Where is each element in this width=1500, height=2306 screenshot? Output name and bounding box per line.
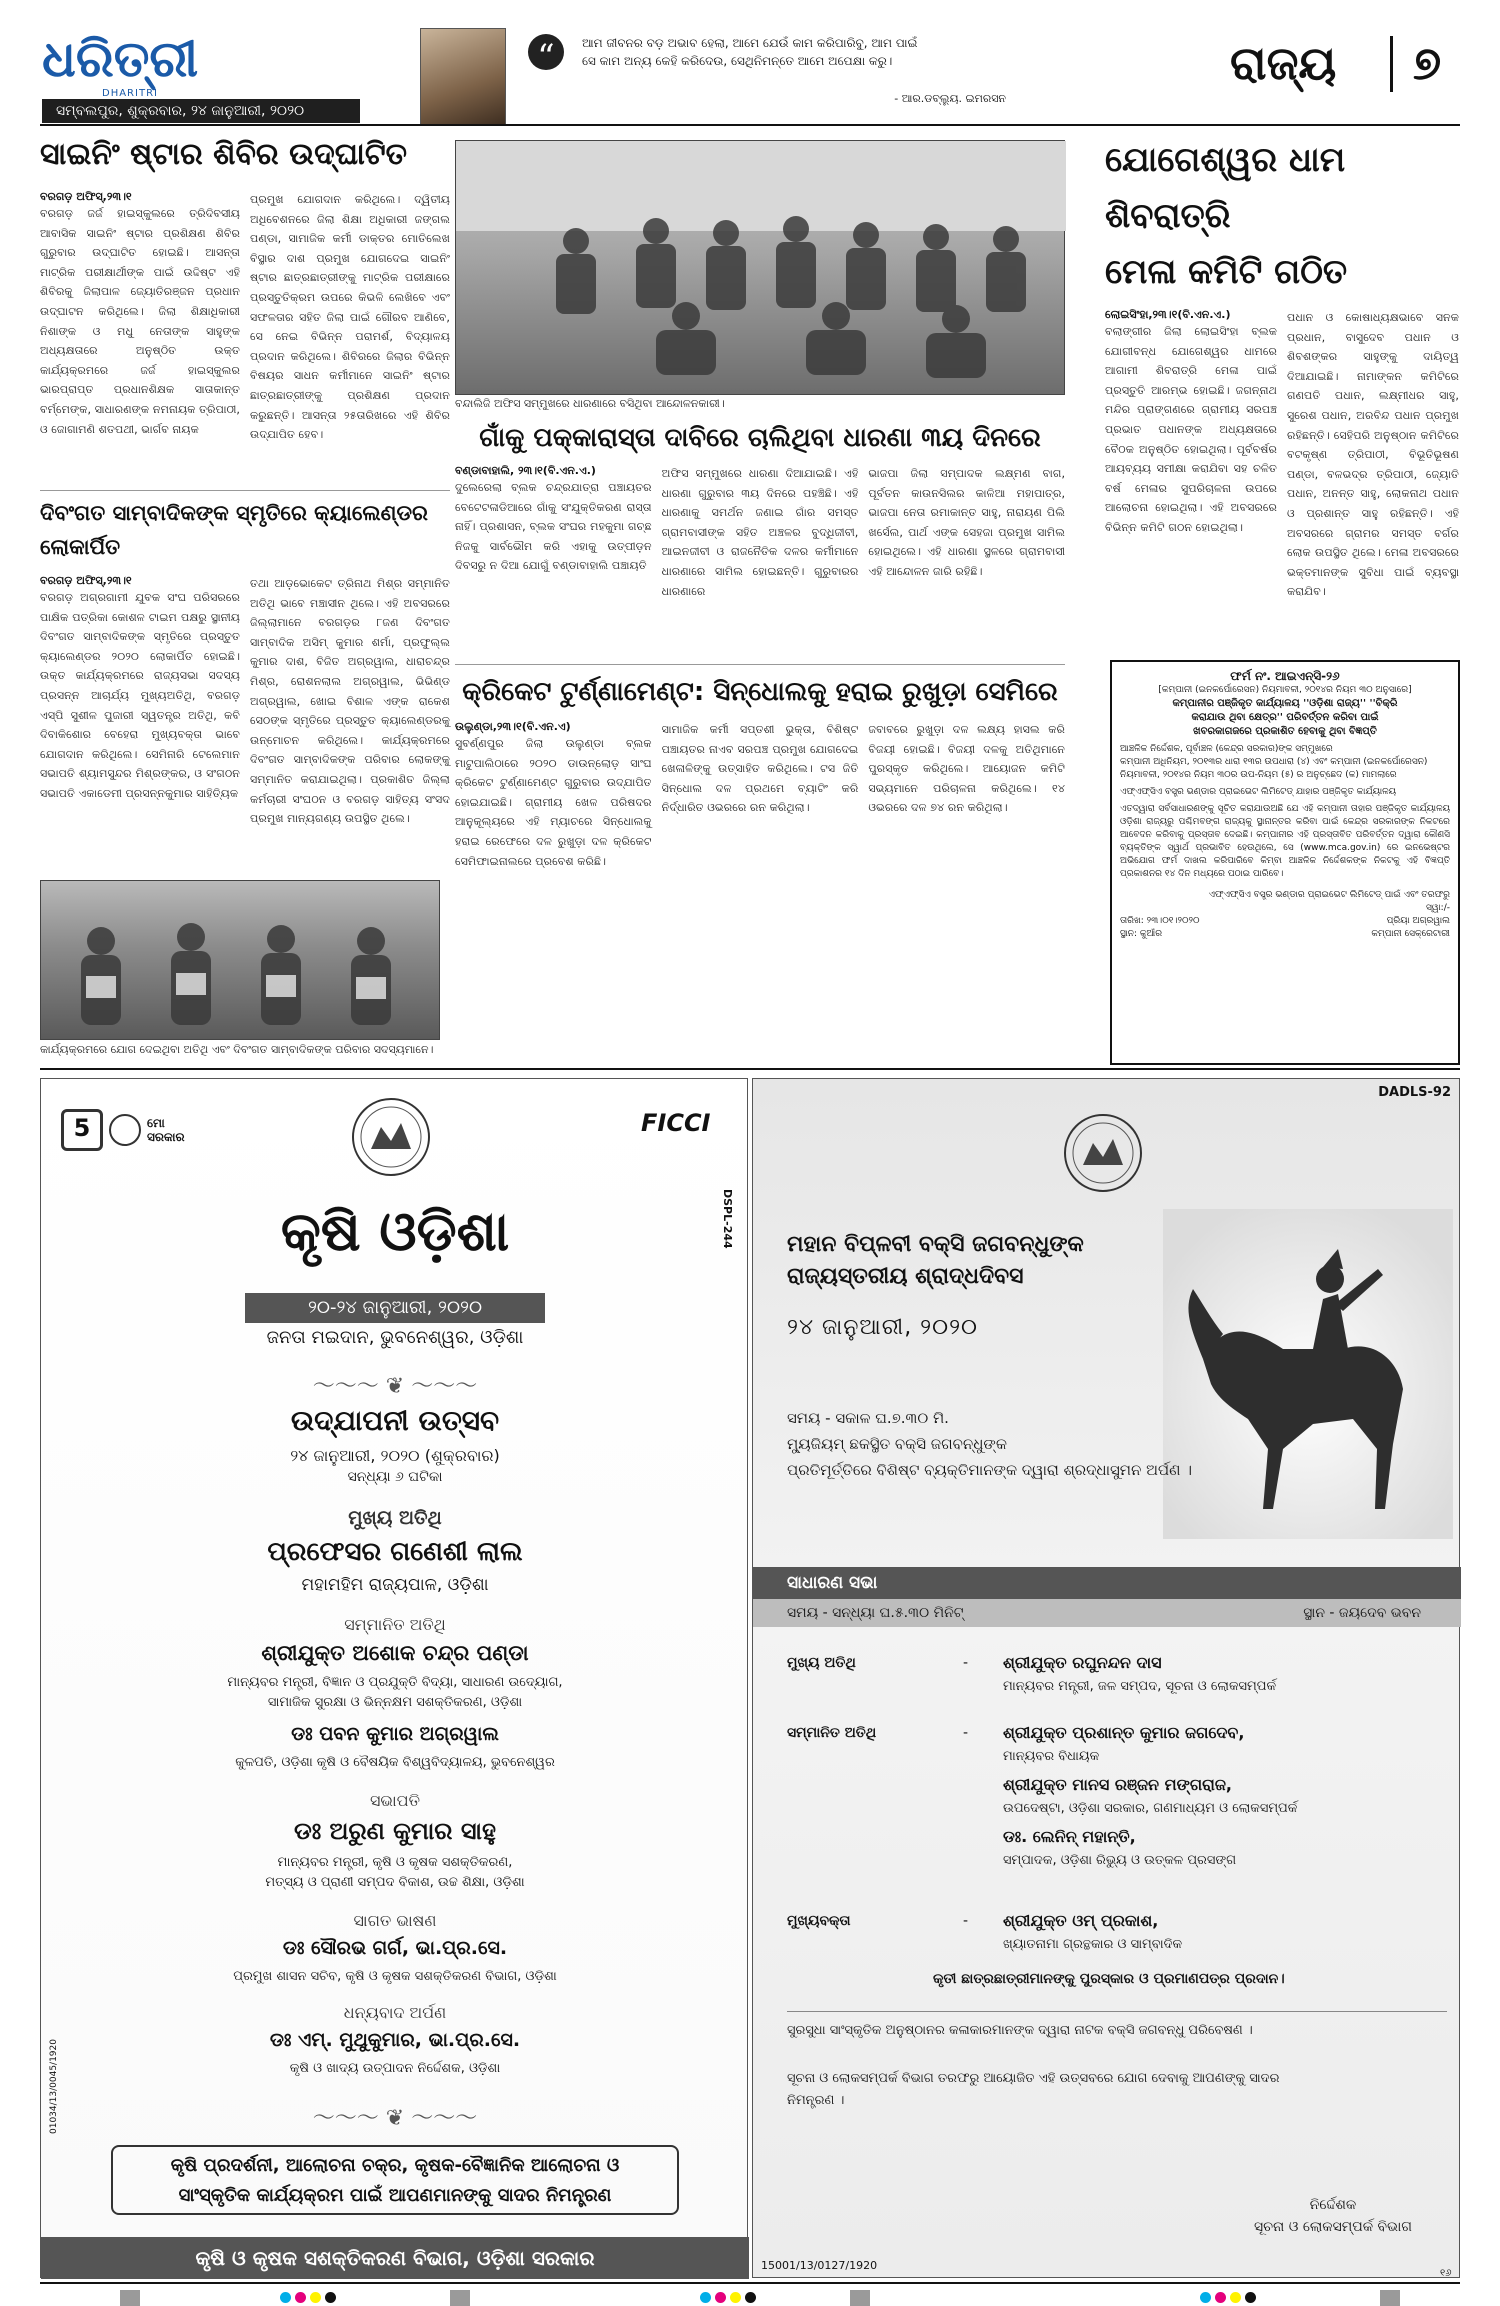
- photo-calendar-release: [40, 880, 440, 1040]
- badge-top-text: ମୋ: [147, 1116, 165, 1130]
- ad-time: ସମୟ - ସକାଳ ଘ.୭.୩୦ ମି.: [787, 1409, 949, 1427]
- dash: -: [963, 1913, 969, 1929]
- photo-protest: [455, 140, 1065, 395]
- article-calendar[interactable]: [40, 496, 450, 916]
- notice-company: ଏଫ୍‌ଏଫ୍‌ସିଏ ବସ୍ତ୍ର ଭଣ୍ଡାର ପ୍ରାଇଭେଟ ଲିମିଟେଡ୍‌ ପାଇଁ ଏବଂ ତରଫରୁ: [1208, 890, 1450, 900]
- photo-people-silhouettes: [41, 881, 441, 1041]
- mo-sarkar-icon: [109, 1114, 141, 1146]
- badge-bottom-text: ସରକାର: [147, 1130, 185, 1144]
- yellow-dot: [310, 2292, 321, 2303]
- logo-subtext: DHARITRI: [102, 88, 158, 99]
- color-bar: [280, 2292, 336, 2303]
- banner-line-1: କୃଷି ପ୍ରଦର୍ଶନୀ, ଆଲୋଚନା ଚକ୍ର, କୃଷକ-ବୈଜ୍ଞାନିକ ଆଲୋଚନା ଓ: [170, 2155, 620, 2176]
- president-title-2: ମତ୍ସ୍ୟ ଓ ପ୍ରାଣୀ ସମ୍ପଦ ବିକାଶ, ଉଚ୍ଚ ଶିକ୍ଷା, ଓଡ଼ିଶା: [265, 1875, 525, 1890]
- article-cricket[interactable]: [455, 670, 1065, 1045]
- headline-line-2: ମେଳା କମିଟି ଗଠିତ: [1105, 252, 1348, 292]
- ad-footer-code: 15001/13/0127/1920: [761, 2259, 878, 2272]
- notice-date: ତାରିଖ: ୨୩।୦୧।୨୦୨୦: [1120, 916, 1200, 926]
- article-body: ବରଗଡ଼ ଅଗ୍ରଗାମୀ ଯୁବକ ସଂଘ ପରିସରରେ ପାକ୍ଷିକ ପତ୍ରିକା କୋଶଳ ଟାଇମ ପକ୍ଷରୁ ସ୍ଥାନୀୟ ଦିବଂଗତ ସାମ୍ବାଦିକଙ୍କ ସ୍ମୃତିରେ ପ୍ରସ୍ତୁତ କ୍ୟାଲେଣ୍ଡର ୨୦୨୦ ଲୋକାର୍ପିତ ହୋଇଛି। ଉକ୍ତ କାର୍ଯ୍ୟକ୍ରମରେ ରାଜ୍ୟସଭା ସଦସ୍ୟ ପ୍ରସନ୍ନ ଆଚାର୍ଯ୍ୟ ମୁଖ୍ୟଅତିଥି, ବରଗଡ଼ ଏସ୍‌ପି ସୁଶୀଳ ପୁଜାରୀ ସ୍ୱତନ୍ତ୍ର ଅତିଥି, କବି ଦିବାକିଶୋର ବେହେରା ମୁଖ୍ୟବକ୍ତା ଭାବେ ଯୋଗଦାନ କରିଥିଲେ। ସେମିନାରି ଟେଲେମାନ ସଭାପତି ଶ୍ୟାମସୁନ୍ଦର ମିଶ୍ରଙ୍କର, ଓ ସଂଗଠନ ସଭାପତି ଏକାଡେମୀ ପ୍ରସନ୍ନକୁମାର ସାହିତ୍ୟିକ: [40, 591, 240, 800]
- article-body: ସୁବର୍ଣ୍ଣପୁର ଜିଲା ଉଲୁଣ୍ଡା ବ୍ଲକ ମାଟୁପାଲିଠାରେ ୨୦୨୦ ଡାଉନ୍‌ଲୋଡ଼ ସାଂଘ କ୍ରିକେଟ ଟୁର୍ଣ୍ଣାମେଣ୍ଟ ଗୁରୁବାର ଉଦ୍‌ଯାପିତ ହୋଇଯାଇଛି। ଗ୍ରାମୀୟ ଖେଳ ପରିଷଦର ଆନୁକୂଲ୍ୟରେ ଏହି ମ୍ୟାଚରେ ସିନ୍ଧୋଲକୁ ହରାଇ ରେଫେରେ ଦଳ ରୁଖୁଡ଼ା ଦଳ କ୍ରିକେଟ ସେମିଫାଇନାଲରେ ପ୍ରବେଶ କରିଛି।: [455, 737, 652, 868]
- black-dot: [1245, 2292, 1256, 2303]
- chief-guest-title: ମହାମହିମ ରାଜ୍ୟପାଳ, ଓଡ଼ିଶା: [301, 1575, 489, 1595]
- photo-caption: ବନ୍ଦାଲିଜି ଅଫିସ ସମ୍ମୁଖରେ ଧାରଣାରେ ବସିଥିବା ଆନ୍ଦୋଳନକାରୀ।: [455, 397, 725, 410]
- chief-guest-title: ମାନ୍ୟବର ମନ୍ତ୍ରୀ, ଜଳ ସମ୍ପଦ, ସୂଚନା ଓ ଲୋକସମ୍ପର୍କ: [1003, 1679, 1277, 1694]
- notice-line: [କମ୍ପାନୀ (ଇନକର୍ପୋରେସନ) ନିୟମାବଳୀ, ୨୦୧୪ର ନିୟମ ୩୦ ଅନୁସାରେ]: [1158, 685, 1412, 695]
- drama-line: ସୁରସୁଧା ସାଂସ୍କୃତିକ ଅନୁଷ୍ଠାନର କଳାକାରମାନଙ୍କ ଦ୍ୱାରା ନାଟକ ବକ୍ସି ଜଗବନ୍ଧୁ ପରିବେଷଣ ।: [787, 2023, 1253, 2038]
- welcome-title: ପ୍ରମୁଖ ଶାସନ ସଚିବ, କୃଷି ଓ କୃଷକ ସଶକ୍ତିକରଣ ବିଭାଗ, ଓଡ଼ିଶା: [233, 1969, 557, 1984]
- mo-sarkar-badge: [61, 1109, 185, 1151]
- honor-guest-1-name: ଶ୍ରୀଯୁକ୍ତ ଅଶୋକ ଚନ୍ଦ୍ର ପଣ୍ଡା: [261, 1641, 529, 1665]
- article-road-protest[interactable]: [455, 418, 1066, 598]
- thanks-name: ଡଃ ଏମ୍. ମୁଥୁକୁମାର, ଭା.ପ୍ର.ସେ.: [269, 2029, 521, 2051]
- honor-guest-label: ସମ୍ମାନିତ ଅତିଥି: [344, 1615, 446, 1634]
- ad-dates: ୨୦-୨୪ ଜାନୁଆରୀ, ୨୦୨୦: [245, 1293, 545, 1323]
- byline: ଲୋଇସିଂହା,୨୩।୧(ବି.ଏନ.ଏ.): [1105, 308, 1231, 321]
- notice-title: ଫର୍ମ ନଂ. ଆଇଏନ୍‌ସି-୨୬: [1230, 669, 1340, 683]
- notice-designation: କମ୍ପାନୀ ସେକ୍ରେଟାରୀ: [1371, 929, 1450, 939]
- thanks-title: କୃଷି ଓ ଖାଦ୍ୟ ଉତ୍ପାଦନ ନିର୍ଦ୍ଦେଶକ, ଓଡ଼ିଶା: [289, 2061, 501, 2076]
- odisha-emblem-icon: [1053, 1109, 1153, 1199]
- yellow-dot: [1230, 2292, 1241, 2303]
- ad-title: କୃଷି ଓଡ଼ିଶା: [280, 1199, 510, 1263]
- speaker-name: ଶ୍ରୀଯୁକ୍ତ ଓମ୍‌ ପ୍ରକାଶ,: [1003, 1911, 1159, 1930]
- article-headline[interactable]: ଦିବଂଗତ ସାମ୍ବାଦିକଙ୍କ ସ୍ମୃତିରେ କ୍ୟାଲେଣ୍ଡର ଲୋକାର୍ପିତ: [40, 501, 428, 559]
- chief-guest-label: ମୁଖ୍ୟ ଅତିଥି: [787, 1655, 856, 1671]
- article-headline[interactable]: ଗାଁକୁ ପକ୍କାରାସ୍ତା ଦାବିରେ ଚାଲିଥିବା ଧାରଣା ୩ୟ ଦିନରେ: [479, 423, 1041, 453]
- honor-guest-2-title: ଉପଦେଷ୍ଟା, ଓଡ଼ିଶା ସରକାର, ଗଣମାଧ୍ୟମ ଓ ଲୋକସମ୍ପର୍କ: [1003, 1801, 1298, 1816]
- divider: [40, 490, 450, 491]
- ad-krushi-odisha[interactable]: [40, 1078, 748, 2278]
- ad-code: DSPL-244: [721, 1189, 734, 1249]
- magenta-dot: [295, 2292, 306, 2303]
- emerson-portrait: [420, 28, 506, 126]
- sign-title: ନିର୍ଦ୍ଦେଶକ: [1309, 2197, 1357, 2213]
- notice-name: ପ୍ରିୟା ଅଗ୍ରୱାଲ: [1386, 916, 1450, 926]
- chief-guest-name: ପ୍ରଫେସର ଗଣେଶୀ ଲାଲ: [267, 1537, 523, 1567]
- article-shining-star[interactable]: [40, 132, 450, 445]
- banner-line-2: ସାଂସ୍କୃତିକ କାର୍ଯ୍ୟକ୍ରମ ପାଇଁ ଆପଣମାନଙ୍କୁ ସାଦର ନିମନ୍ତ୍ରଣ: [178, 2185, 612, 2206]
- magenta-dot: [715, 2292, 726, 2303]
- ad-venue: ଜନତା ମଇଦାନ, ଭୁବନେଶ୍ୱର, ଓଡ଼ିଶା: [266, 1327, 524, 1348]
- article-body: ଅଫିସ ସମ୍ମୁଖରେ ଧାରଣା ଦିଆଯାଇଛି। ଏହି ଧାରଣା ଗୁରୁବାର ୩ୟ ଦିନରେ ପହଞ୍ଚିଛି। ଏହି ଧାରଣାକୁ ସମର୍ଥନ ଜଣାଇ ଗାଁର ସମସ୍ତ ଗ୍ରାମବାସୀଙ୍କ ସହିତ ଅଞ୍ଚଳର ବୁଦ୍ଧିଜୀବୀ, ଆଇନଜୀବୀ ଓ ରାଜନୈତିକ ଦଳର କର୍ମୀମାନେ ଧାରଣାରେ ସାମିଲ ହୋଇଛନ୍ତି। ଗୁରୁବାରର ଧାରଣାରେ: [661, 467, 859, 598]
- notice-signed: ସ୍ୱା:/-: [1425, 903, 1450, 913]
- photo-caption: କାର୍ଯ୍ୟକ୍ରମରେ ଯୋଗ ଦେଇଥିବା ଅତିଥି ଏବଂ ଦିବଂଗତ ସାମ୍ବାଦିକଙ୍କ ପରିବାର ସଦସ୍ୟମାନେ।: [40, 1043, 434, 1056]
- ad-date: ୨୪ ଜାନୁଆରୀ, ୨୦୨୦: [787, 1315, 978, 1340]
- article-headline[interactable]: ସାଇନିଂ ଷ୍ଟାର ଶିବିର ଉଦ୍‌ଘାଟିତ: [40, 137, 408, 172]
- article-body: ଦୁଲେରେଲା ବ୍ଲକ ଚନ୍ଦ୍ରଯାତ୍ରା ପଞ୍ଚାୟତର ବେଟେଟଳାଡିଆରେ ଗାଁକୁ ସଂଯୁକ୍ତିକରଣ ରାସ୍ତା ନାହିଁ। ପ୍ରଶାସନ, ବ୍ଲକ ସଂଘର ମହକୁମା ଗଚ୍ଛ ନିଜକୁ ସାର୍ବଭୌମ କରି ଏହାକୁ ଉତ୍ପୀଡ଼ନ ଦିବସରୁ ନ ଦିଆ ଯୋଗୁଁ ବଣ୍ଡାବାହାଲି ପଞ୍ଚାୟତି: [455, 481, 652, 573]
- side-code: 01034/13/0045/1920: [49, 2039, 59, 2134]
- divider: [787, 2011, 1447, 2012]
- article-headline[interactable]: [1105, 132, 1460, 300]
- awards-line: କୃତୀ ଛାତ୍ରଛାତ୍ରୀମାନଙ୍କୁ ପୁରସ୍କାର ଓ ପ୍ରମାଣପତ୍ର ପ୍ରଦାନ।: [933, 1971, 1285, 1987]
- odisha-emblem-icon: [341, 1093, 441, 1183]
- legal-notice[interactable]: [1110, 660, 1460, 1065]
- welcome-name: ଡଃ ସୌରଭ ଗର୍ଗ, ଭା.ପ୍ର.ସେ.: [282, 1937, 508, 1959]
- ficci-logo: FICCI: [641, 1109, 711, 1137]
- ad-event-date: ୨୪ ଜାନୁଆରୀ, ୨୦୨୦ (ଶୁକ୍ରବାର): [290, 1446, 500, 1465]
- ad-bakshi-jagabandhu[interactable]: [752, 1078, 1460, 2278]
- masthead-rule: [40, 124, 1460, 126]
- ad-code: DADLS-92: [1378, 1085, 1451, 1100]
- honor-guest-3-title: ସମ୍ପାଦକ, ଓଡ଼ିଶା ରିଭ୍ୟୁ ଓ ଉତ୍କଳ ପ୍ରସଙ୍ଗ: [1003, 1853, 1237, 1868]
- article-body: ପ୍ରମୁଖ ଯୋଗଦାନ କରିଥିଲେ। ଦ୍ୱିତୀୟ ଅଧିବେଶନରେ ଜିଲା ଶିକ୍ଷା ଅଧିକାରୀ ଜଙ୍ଗଲ ପଣ୍ଡା, ସାମାଜିକ କର୍ମୀ ଡାକ୍ତର ମୋତିଲେଖ ବିସ୍ଥାର ଦାଶ ପ୍ରମୁଖ ଯୋଗଦେଇ ସାଇନିଂ ଷ୍ଟାର ଛାତ୍ରଛାତ୍ରୀଙ୍କୁ ମାଟ୍ରିକ ପରୀକ୍ଷାରେ ପ୍ରସ୍ତୁତିକ୍ରମ ଉପରେ କିଭଳି ଲେଖିବେ ଏବଂ ସଫଳତାର ସହିତ ଜିଲା ପାଇଁ ଗୌରବ ଆଣିବେ, ସେ ନେଇ ବିଭିନ୍ନ ପରାମର୍ଶ, ବିଦ୍ୟାଳୟ ପ୍ରଦାନ କରିଥିଲେ। ଶିବିରରେ ଜିଲାର ବିଭିନ୍ନ ବିଷୟର ସାଧନ କର୍ମୀମାନେ ସାଇନିଂ ଷ୍ଟାର ଛାତ୍ରଛାତ୍ରୀଙ୍କୁ ପ୍ରଶିକ୍ଷଣ ପ୍ରଦାନ କରୁଛନ୍ତି। ଆସନ୍ତା ୨୫ତାରିଖରେ ଏହି ଶିବିର ଉଦ୍‌ଯାପିତ ହେବ।: [250, 193, 450, 442]
- article-body: ଭାଜପା ଜିଲା ସମ୍ପାଦକ ଲକ୍ଷ୍ମଣ ବାଗ, ପୂର୍ବତନ କାଉନସିଲର କାଳିଆ ମହାପାତ୍ର, ଭାଜପା ନେତା ରମାକାନ୍ତ ସାହୁ, ନାରାୟଣ ପିଲି ଖର୍ସେଲ, ପାର୍ଥ ଏଙ୍କ ସେହଜା ପ୍ରମୁଖ ସାମିଲ ହୋଇଥିଲେ। ଏହି ଧାରଣା ସ୍ଥଳରେ ଗ୍ରାମବାସୀ ଏହି ଆନ୍ଦୋଳନ ଜାରି ରହିଛି।: [868, 467, 1066, 578]
- honor-guest-2-title: କୁଳପତି, ଓଡ଼ିଶା କୃଷି ଓ ବୈଷୟିକ ବିଶ୍ୱବିଦ୍ୟାଳୟ, ଭୁବନେଶ୍ୱର: [235, 1755, 555, 1770]
- ad-footer: କୃଷି ଓ କୃଷକ ସଶକ୍ତିକରଣ ବିଭାଗ, ଓଡ଼ିଶା ସରକାର: [41, 2237, 749, 2279]
- notice-body: ଏତଦ୍ୱାରା ସର୍ବସାଧାରଣଙ୍କୁ ସୂଚିତ କରାଯାଉଅଛି ଯେ ଏହି କମ୍ପାନୀ ତାହାର ପଞ୍ଜିକୃତ କାର୍ଯ୍ୟାଳୟ ଓଡ଼ିଶା ରାଜ୍ୟରୁ ପଶ୍ଚିମବଙ୍ଗ ରାଜ୍ୟକୁ ସ୍ଥାନାନ୍ତର କରିବା ପାଇଁ କେନ୍ଦ୍ର ସରକାରଙ୍କ ନିକଟରେ ଆବେଦନ କରିବାକୁ ପ୍ରସ୍ତାବ ଦେଇଛି। କମ୍ପାନୀର ଏହି ପ୍ରସ୍ତାବିତ ପରିବର୍ତ୍ତନ ଦ୍ୱାରା କୌଣସି ବ୍ୟକ୍ତିଙ୍କ ସ୍ୱାର୍ଥ ପ୍ରଭାବିତ ହେଉଥିଲେ, ସେ (www.mca.gov.in) ରେ ଇନଭେଷ୍ଟର ଅଭିଯୋଗ ଫର୍ମ ଦାଖଲ କରିପାରିବେ କିମ୍ବା ଆଞ୍ଚଳିକ ନିର୍ଦ୍ଦେଶକଙ୍କ ନିକଟକୁ ଏହି ବିଜ୍ଞପ୍ତି ପ୍ରକାଶନର ୧୪ ଦିନ ମଧ୍ୟରେ ପଠାଇ ପାରିବେ।: [1120, 804, 1450, 879]
- article-body: ତଥା ଆଡ଼ଭୋକେଟ ତ୍ରିନାଥ ମିଶ୍ର ସମ୍ମାନିତ ଅତିଥି ଭାବେ ମଞ୍ଚାସୀନ ଥିଲେ। ଏହି ଅବସରରେ ଜିଲ୍ଲାମାନେ ବରଗଡ଼ର ୮ଜଣ ଦିବଂଗତ ସାମ୍ବାଦିକ ଅସିମ୍‌ କୁମାର ଶର୍ମା, ପ୍ରଫୁଲ୍ଲ କୁମାର ଦାଶ, ବିଜିତ ଅଗ୍ରୱାଲ, ଧାରାଚନ୍ଦ୍ର ମିଶ୍ର, ରୋଶନଲାଲ ଅଗ୍ରୱାଲ, ଭିଭିଣ୍ଡ ଅଗ୍ରୱାଲ, ଖୋଇ ବିଶାଳ ଏଙ୍କ ରାକେଶ ସେଠଙ୍କ ସ୍ମୃତିରେ ପ୍ରସ୍ତୁତ କ୍ୟାଲେଣ୍ଡରକୁ ଉନ୍ମୋଚନ କରିଥିଲେ। କାର୍ଯ୍ୟକ୍ରମରେ ଦିବଂଗତ ସାମ୍ବାଦିକଙ୍କ ପରିବାର ଲୋକଙ୍କୁ ସମ୍ମାନିତ କରାଯାଇଥିଲା। ପ୍ରକାଶିତ ଜିଲ୍ଲା କର୍ମଚାରୀ ସଂଘଠନ ଓ ବରଗଡ଼ ସାହିତ୍ୟ ସଂସଦ ପ୍ରମୁଖ ମାନ୍ୟଗଣ୍ୟ ଉପସ୍ଥିତ ଥିଲେ।: [250, 577, 450, 826]
- article-body: ଜବାବରେ ରୁଖୁଡ଼ା ଦଳ ଲକ୍ଷ୍ୟ ହାସଲ କରି ବିଜୟୀ ହୋଇଛି। ବିଜୟୀ ଦଳକୁ ଅତିଥିମାନେ ପୁରସ୍କୃତ କରିଥିଲେ। ଆୟୋଜନ କମିଟି ସଭ୍ୟମାନେ ପରିଚାଳନା କରିଥିଲେ। ୧୪ ଓଭରରେ ଦଳ ୭୪ ରନ କରିଥିଲା।: [868, 723, 1066, 815]
- notice-line: ଏଫ୍‌ଏଫ୍‌ସିଏ ବସ୍ତ୍ର ଭଣ୍ଡାର ପ୍ରାଇଭେଟ ଲିମିଟେଡ୍‌ ଯାହାର ପଞ୍ଜିକୃତ କାର୍ଯ୍ୟାଳୟ: [1120, 787, 1397, 797]
- honor-guest-1-name: ଶ୍ରୀଯୁକ୍ତ ପ୍ରଶାନ୍ତ କୁମାର ଜଗଦେବ,: [1003, 1723, 1245, 1742]
- thanks-label: ଧନ୍ୟବାଦ ଅର୍ପଣ: [343, 2003, 447, 2022]
- meeting-time: ସମୟ - ସନ୍ଧ୍ୟା ଘ.୫.୩୦ ମିନିଟ୍‌: [787, 1605, 964, 1621]
- color-bar: [700, 2292, 756, 2303]
- section-name: ରାଜ୍ୟ: [1230, 36, 1337, 90]
- honor-guest-2-name: ଡଃ ପବନ କୁମାର ଅଗ୍ରୱାଲ: [291, 1723, 499, 1745]
- invite-line: ସୂଚନା ଓ ଲୋକସମ୍ପର୍କ ବିଭାଗ ତରଫରୁ ଆୟୋଜିତ ଏହି ଉତ୍ସବରେ ଯୋଗ ଦେବାକୁ ଆପଣଙ୍କୁ ସାଦର: [787, 2071, 1280, 2086]
- honor-guest-3-name: ଡଃ. ଲେନିନ୍‌ ମହାନ୍ତି,: [1003, 1827, 1136, 1846]
- black-dot: [325, 2292, 336, 2303]
- honor-guest-label: ସମ୍ମାନିତ ଅତିଥି: [787, 1725, 877, 1741]
- quote-line-2: ସେ କାମ ଅନ୍ୟ କେହି କରିଦେଉ, ସେଥିନିମନ୍ତେ ଆମେ ଅପେକ୍ଷା କରୁ।: [582, 54, 893, 68]
- photo-protest-silhouettes: [456, 141, 1066, 396]
- quote-author: - ଆର.ଡବ୍ଲ୍ୟୁ. ଇମରସନ: [894, 92, 1006, 105]
- article-body: ବରଗଡ଼ ଜର୍ଜ ହାଇସ୍କୁଲରେ ତ୍ରିଦିବସୀୟ ଆବାସିକ ସାଇନିଂ ଷ୍ଟାର ପ୍ରଶିକ୍ଷଣ ଶିବିର ଗୁରୁବାର ଉଦ୍‌ଘାଟିତ ହୋଇଛି। ଆସନ୍ତା ମାଟ୍ରିକ ପରୀକ୍ଷାର୍ଥୀଙ୍କ ପାଇଁ ଉଦ୍ଦିଷ୍ଟ ଏହି ଶିବିରକୁ ଜିଲାପାଳ ଜ୍ୟୋତିରଞ୍ଜନ ପ୍ରଧାନ ଉଦ୍‌ଘାଟନ କରିଥିଲେ। ଜିଲା ଶିକ୍ଷାଧିକାରୀ ନିଶାଙ୍କ ଓ ମଧୁ ନେତାଙ୍କ ସାହୁଙ୍କ ଅଧ୍ୟକ୍ଷତାରେ ଅନୁଷ୍ଠିତ ଉକ୍ତ କାର୍ଯ୍ୟକ୍ରମରେ ଜର୍ଜ ହାଇସ୍କୁଲର ଭାରପ୍ରାପ୍ତ ପ୍ରଧାନଶିକ୍ଷକ ସାତାକାନ୍ତ ବର୍ମ୍ମେଙ୍କ, ସାଧାରଣଙ୍କ ନମନାୟକ ତ୍ରିପାଠୀ, ଓ ଜୋଗାମଣି ଶତପଥୀ, ଭାର୍ଗବ ନାୟକ: [40, 207, 240, 436]
- byline: ଉଲୁଣ୍ଡା,୨୩।୧(ବି.ଏନ.ଏ): [455, 720, 571, 733]
- registration-mark: [450, 2290, 470, 2306]
- honor-guest-2-name: ଶ୍ରୀଯୁକ୍ତ ମାନସ ରଞ୍ଜନ ମଙ୍ଗରାଜ,: [1003, 1775, 1233, 1794]
- ornament-divider: 〜〜〜 ❦ 〜〜〜: [312, 1374, 478, 1399]
- dash: -: [963, 1655, 969, 1671]
- article-headline[interactable]: କ୍ରିକେଟ ଟୁର୍ଣ୍ଣାମେଣ୍ଟ: ସିନ୍ଧୋଲକୁ ହରାଇ ରୁଖୁଡ଼ା ସେମିରେ: [462, 677, 1058, 707]
- notice-line: କରାଯାଉ ଥିବା କ୍ଷେତ୍ର'' ପରିବର୍ତ୍ତନ କରିବା ପାଇଁ: [1191, 712, 1379, 723]
- president-title: ମାନ୍ୟବର ମନ୍ତ୍ରୀ, କୃଷି ଓ କୃଷକ ସଶକ୍ତିକରଣ,: [277, 1855, 513, 1870]
- page-number: ୭: [1390, 36, 1441, 92]
- dateline: ସମ୍ବଲପୁର, ଶୁକ୍ରବାର, ୨୪ ଜାନୁଆରୀ, ୨୦୨୦: [42, 99, 360, 123]
- yellow-dot: [730, 2292, 741, 2303]
- divider: [455, 664, 1065, 665]
- president-name: ଡଃ ଅରୁଣ କୁମାର ସାହୁ: [294, 1817, 496, 1845]
- cyan-dot: [280, 2292, 291, 2303]
- five-t-icon: 5: [61, 1109, 103, 1151]
- chief-guest-label: ମୁଖ୍ୟ ଅତିଥି: [348, 1507, 442, 1529]
- quote-text: [582, 34, 1002, 70]
- page-code: ୧୬: [1440, 2268, 1452, 2279]
- meeting-info: [753, 1599, 1461, 1627]
- registration-mark: [120, 2290, 140, 2306]
- ad-title: [787, 1229, 1167, 1293]
- logo-text: ଧରିତ୍ରୀ: [42, 29, 199, 88]
- ad-place: ମ୍ୟୁଜିୟମ୍‌ ଛକସ୍ଥିତ ବକ୍ସି ଜଗବନ୍ଧୁଙ୍କ: [787, 1435, 1007, 1453]
- president-label: ସଭାପତି: [369, 1791, 421, 1810]
- registration-mark: [1380, 2290, 1400, 2306]
- meeting-place: ସ୍ଥାନ - ଜୟଦେବ ଭବନ: [1303, 1605, 1421, 1621]
- ornament-divider-bottom: 〜〜〜 ❦ 〜〜〜: [312, 2106, 478, 2131]
- bakshi-statue-image: [1163, 1209, 1453, 1539]
- article-body: ପଧାନ ଓ କୋଷାଧ୍ୟକ୍ଷଭାବେ ସନକ ପ୍ରଧାନ, ବାସୁଦେବ ପଧାନ ଓ ଶିବଶଙ୍କର ସାହୁଙ୍କୁ ଦାୟିତ୍ୱ ଦିଆଯାଇଛି। ନାମାଙ୍କନ କମିଟିରେ ଗଣପତି ପଧାନ, ଲକ୍ଷ୍ମୀଧର ସାହୁ, ସୁରେଶ ପଧାନ, ଅରବିନ୍ଦ ପଧାନ ପ୍ରମୁଖ ରହିଛନ୍ତି। ସେହିପରି ଅନୁଷ୍ଠାନ କମିଟିରେ ବଟକୃଷ୍ଣ ତ୍ରିପାଠୀ, ବିଭୂତିଭୂଷଣ ପଣ୍ଡା, ବଳଭଦ୍ର ତ୍ରିପାଠୀ, ଜ୍ୟୋତି ପଧାନ, ଅନନ୍ତ ସାହୁ, ଲୋକନାଥ ପଧାନ ଓ ପ୍ରଶାନ୍ତ ସାହୁ ରହିଛନ୍ତି। ଏହି ଅବସରରେ ଗ୍ରାମର ସମସ୍ତ ବର୍ଗର ଲୋକ ଉପସ୍ଥିତ ଥିଲେ। ମେଳା ଅବସରରେ ଭକ୍ତମାନଙ୍କ ସୁବିଧା ପାଇଁ ବ୍ୟବସ୍ଥା କରାଯିବ।: [1287, 311, 1459, 599]
- ad-event-time: ସନ୍ଧ୍ୟା ୬ ଘଟିକା: [347, 1469, 443, 1485]
- byline: ବରଗଡ଼ ଅଫିସ୍‌,୨୩।୧: [40, 190, 132, 203]
- registration-mark: [850, 2290, 870, 2306]
- color-bar: [1200, 2292, 1256, 2303]
- notice-place: ସ୍ଥାନ: କୁଆଁର: [1120, 929, 1163, 939]
- honor-guest-1-title-2: ସାମାଜିକ ସୁରକ୍ଷା ଓ ଭିନ୍ନକ୍ଷମ ସଶକ୍ତିକରଣ, ଓଡ଼ିଶା: [267, 1695, 523, 1710]
- byline: ବଣ୍ଡାବାହାଲି, ୨୩।୧(ବି.ଏନ.ଏ.): [455, 464, 596, 477]
- title-line-2: ରାଜ୍ୟସ୍ତରୀୟ ଶ୍ରାଦ୍ଧଦିବସ: [787, 1264, 1024, 1289]
- notice-line: ନିୟମାବଳୀ, ୨୦୧୪ର ନିୟମ ୩୦ର ଉପ-ନିୟମ (୫) ର ଅନୁଚ୍ଛେଦ (କ) ମାମଲାରେ: [1120, 770, 1397, 780]
- notice-line: କମ୍ପାନୀ ଅଧିନିୟମ, ୨୦୧୩ର ଧାରା ୧୩ର ଉପଧାରା (୪) ଏବଂ କମ୍ପାନୀ (ଇନକର୍ପୋରେସନ): [1120, 757, 1428, 767]
- title-line-1: ମହାନ ବିପ୍ଳବୀ ବକ୍ସି ଜଗବନ୍ଧୁଙ୍କ: [787, 1232, 1084, 1257]
- ad-place-2: ପ୍ରତିମୂର୍ତ୍ତିରେ ବିଶିଷ୍ଟ ବ୍ୟକ୍ତିମାନଙ୍କ ଦ୍ୱାରା ଶ୍ରଦ୍ଧାସୁମନ ଅର୍ପଣ ।: [787, 1461, 1193, 1479]
- sign-dept: ସୂଚନା ଓ ଲୋକସମ୍ପର୍କ ବିଭାଗ: [1253, 2219, 1413, 2235]
- honor-guest-1-title: ମାନ୍ୟବର ବିଧାୟକ: [1003, 1749, 1100, 1764]
- invite-line-2: ନିମନ୍ତ୍ରଣ ।: [787, 2093, 845, 2108]
- article-body: ବଲାଙ୍ଗୀର ଜିଲା ଲୋଇସିଂହା ବ୍ଲକ ଯୋଗୀବନ୍ଧ ଯୋଗେଶ୍ୱର ଧାମରେ ଆଗାମୀ ଶିବରାତ୍ରି ମେଳା ପାଇଁ ପ୍ରସ୍ତୁତି ଆରମ୍ଭ ହୋଇଛି। ଜଗନ୍ନାଥ ମନ୍ଦିର ପ୍ରାଙ୍ଗଣରେ ଗ୍ରାମୀୟ ସରପଞ୍ଚ ପ୍ରଭାତ ପଧାନଙ୍କ ଅଧ୍ୟକ୍ଷତାରେ ବୈଠକ ଅନୁଷ୍ଠିତ ହୋଇଥିଲା। ପୂର୍ବବର୍ଷର ଆୟବ୍ୟୟ ସମୀକ୍ଷା କରାଯିବା ସହ ଚଳିତ ବର୍ଷ ମେଳାର ସୁପରିଚାଳନା ଉପରେ ଆଲୋଚନା ହୋଇଥିଲା। ଏହି ଅବସରରେ ବିଭିନ୍ନ କମିଟି ଗଠନ ହୋଇଥିଲା।: [1105, 325, 1277, 534]
- ad-event: ଉଦ୍‌ଯାପନୀ ଉତ୍ସବ: [290, 1404, 500, 1437]
- invitation-banner: [111, 2145, 679, 2215]
- news-ads-rule: [40, 1068, 1460, 1070]
- quote-box: [420, 28, 1010, 124]
- quote-icon: “: [528, 34, 564, 70]
- quote-line-1: ଆମ ଜୀବନର ବଡ଼ ଅଭାବ ହେଲା, ଆମେ ଯେଉଁ କାମ କରିପାରିବୁ, ଆମ ପାଇଁ: [582, 36, 918, 50]
- honor-guest-1-title: ମାନ୍ୟବର ମନ୍ତ୍ରୀ, ବିଜ୍ଞାନ ଓ ପ୍ରଯୁକ୍ତି ବିଦ୍ୟା, ସାଧାରଣ ଉଦ୍ୟୋଗ,: [227, 1675, 563, 1690]
- footer-rule: [40, 2282, 1460, 2284]
- notice-line: ଖବରକାଗଜରେ ପ୍ରକାଶିତ ହେବାକୁ ଥିବା ବିଜ୍ଞପ୍ତି: [1193, 726, 1377, 737]
- dash: -: [963, 1725, 969, 1741]
- meeting-bar: ସାଧାରଣ ସଭା: [753, 1567, 1461, 1599]
- cyan-dot: [700, 2292, 711, 2303]
- speaker-label: ମୁଖ୍ୟବକ୍ତା: [787, 1913, 851, 1929]
- notice-line: ଆଞ୍ଚଳିକ ନିର୍ଦ୍ଦେଶକ, ପୂର୍ବାଞ୍ଚଳ (କେନ୍ଦ୍ର ସରକାର)ଙ୍କ ସମ୍ମୁଖରେ: [1120, 744, 1333, 754]
- article-body: ସାମାଜିକ କର୍ମୀ ସପ୍ତଶୀ ଭୁକ୍ତା, ବିଶିଷ୍ଟ ପଞ୍ଚାୟତର ନାଏବ ସରପଞ୍ଚ ପ୍ରମୁଖ ଯୋଗଦେଇ ଖେଳାଳିଙ୍କୁ ଉତ୍ସାହିତ କରିଥିଲେ। ଟସ ଜିତି ସିନ୍ଧୋଲ ଦଳ ପ୍ରଥମେ ବ୍ୟାଟିଂ କରି ନିର୍ଦ୍ଧାରିତ ଓଭରରେ ରନ କରିଥିଲା।: [661, 723, 859, 815]
- chief-guest-name: ଶ୍ରୀଯୁକ୍ତ ରଘୁନନ୍ଦନ ଦାସ: [1003, 1653, 1162, 1672]
- speaker-title: ଖ୍ୟାତନାମା ଗ୍ରନ୍ଥକାର ଓ ସାମ୍ବାଦିକ: [1003, 1937, 1183, 1952]
- byline: ବରଗଡ଼ ଅଫିସ୍‌,୨୩।୧: [40, 574, 132, 587]
- welcome-label: ସାଗତ ଭାଷଣ: [353, 1911, 437, 1930]
- article-shivaratri[interactable]: [1105, 132, 1460, 648]
- cyan-dot: [1200, 2292, 1211, 2303]
- headline-line-1: ଯୋଗେଶ୍ୱର ଧାମ ଶିବରାତ୍ରି: [1105, 140, 1346, 236]
- magenta-dot: [1215, 2292, 1226, 2303]
- notice-line: କମ୍ପାନୀର ପଞ୍ଜିକୃତ କାର୍ଯ୍ୟାଳୟ ''ଓଡ଼ିଶା ରାଜ୍ୟ'' ''ବିକ୍ରି: [1172, 698, 1398, 709]
- black-dot: [745, 2292, 756, 2303]
